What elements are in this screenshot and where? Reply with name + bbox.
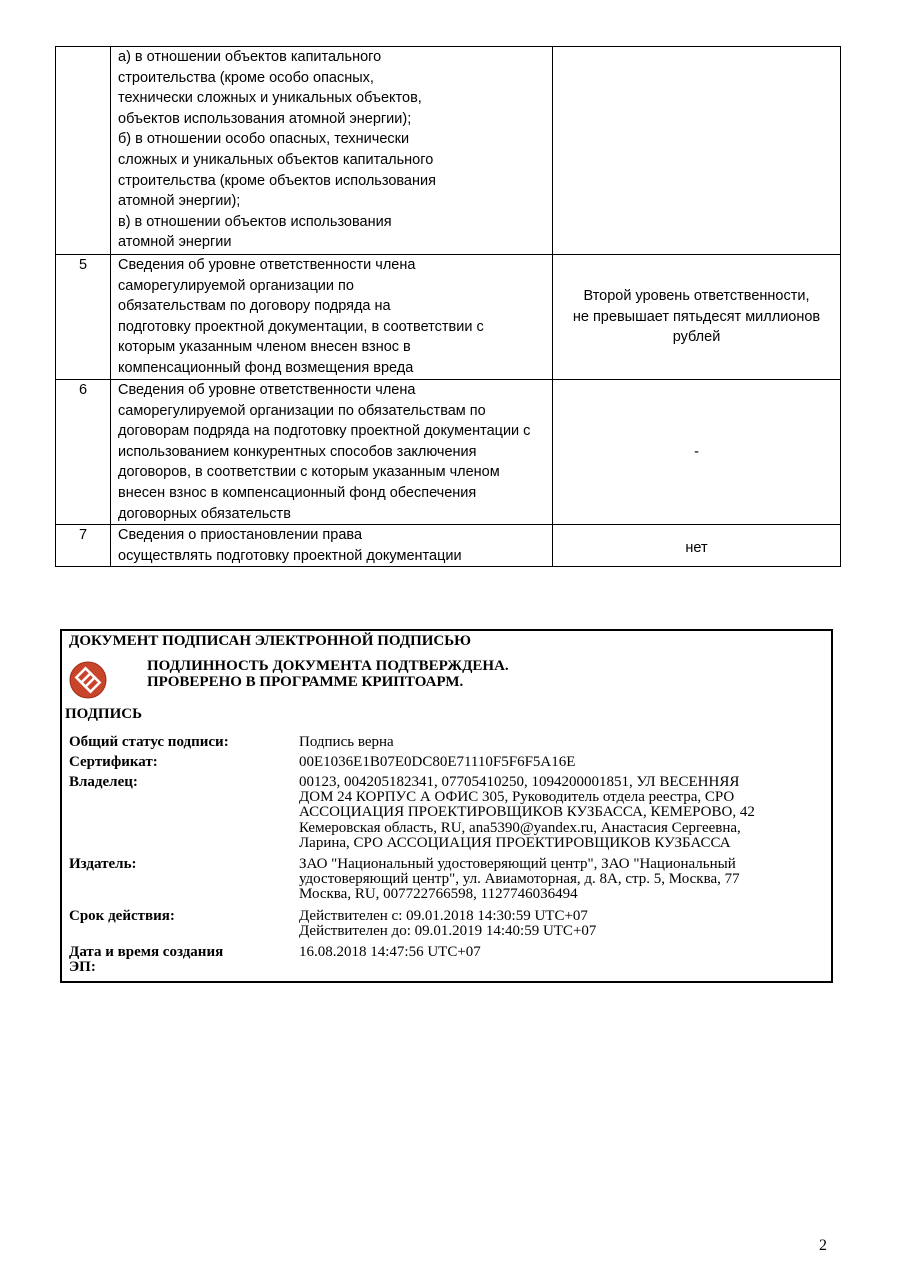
row-description [111, 525, 553, 567]
value-line: 00123, 004205182341, 07705410250, 1094200001851, УЛ ВЕСЕННЯЯ [299, 774, 740, 790]
cryptoarm-logo-icon [68, 660, 108, 700]
description-line: саморегулируемой организации по обязательствам по [118, 402, 486, 419]
row-number [56, 47, 111, 255]
description-line: договорам подряда на подготовку проектной документации с [118, 423, 531, 440]
description-line: договорных обязательств [118, 505, 291, 522]
row-description [111, 47, 553, 255]
signature-header: ДОКУМЕНТ ПОДПИСАН ЭЛЕКТРОННОЙ ПОДПИСЬЮ [69, 633, 472, 649]
value-line: ДОМ 24 КОРПУС А ОФИС 305, Руководитель отдела реестра, СРО [299, 789, 735, 806]
row-description [111, 380, 553, 525]
description-line: договоров, в соответствии с которым указанным членом [118, 464, 500, 481]
value-line: Действителен до: 09.01.2019 14:40:59 UTC+07 [299, 923, 597, 940]
field-label: Владелец: [69, 774, 138, 790]
description-line: атомной энергии); [118, 193, 241, 210]
electronic-signature-stamp [60, 629, 833, 983]
description-line: технически сложных и уникальных объектов, [118, 90, 422, 107]
description-line: которым указанным членом внесен взнос в [118, 339, 411, 356]
value-line: 16.08.2018 14:47:56 UTC+07 [299, 944, 481, 960]
field-value [299, 945, 823, 960]
description-line: в) в отношении объектов использования [118, 213, 392, 230]
description-line: атомной энергии [118, 234, 232, 251]
label-line: ЭП: [69, 959, 96, 976]
row-value [553, 525, 841, 567]
description-line: объектов использования атомной энергии); [118, 110, 412, 127]
row-description [111, 255, 553, 380]
field-label [69, 945, 223, 975]
confirmation-line: ПОДЛИННОСТЬ ДОКУМЕНТА ПОДТВЕРЖДЕНА. [147, 658, 509, 674]
field-label: Общий статус подписи: [69, 734, 229, 750]
description-line: Сведения об уровне ответственности члена [118, 257, 416, 273]
value-line: Ларина, СРО АССОЦИАЦИЯ ПРОЕКТИРОВЩИКОВ КУЗБАССА [299, 834, 731, 851]
row-value [553, 255, 841, 380]
value-line: не превышает пятьдесят миллионов [572, 308, 821, 325]
value-line: АССОЦИАЦИЯ ПРОЕКТИРОВЩИКОВ КУЗБАССА, КЕМЕРОВО, 42 [299, 804, 755, 821]
field-value [299, 909, 823, 939]
value-line: нет [685, 539, 708, 556]
field-value [299, 775, 823, 851]
table-row [56, 525, 841, 567]
description-line: обязательствам по договору подряда на [118, 298, 391, 315]
description-line: сложных и уникальных объектов капитального [118, 151, 434, 168]
description-line: б) в отношении особо опасных, технически [118, 131, 410, 148]
description-line: Сведения о приостановлении права [118, 527, 363, 544]
authenticity-confirmation [147, 658, 509, 690]
field-label: Издатель: [69, 856, 137, 872]
requirements-table [55, 46, 841, 567]
row-number: 5 [56, 255, 111, 380]
field-label: Срок действия: [69, 908, 175, 924]
label-line: Дата и время создания [69, 944, 224, 960]
description-line: использованием конкурентных способов заключения [118, 443, 477, 460]
signature-section-title: ПОДПИСЬ [65, 706, 142, 722]
value-line: ЗАО "Национальный удостоверяющий центр", ЗАО "Национальный [299, 856, 736, 872]
value-line: Москва, RU, 007722766598, 1127746036494 [299, 886, 578, 903]
description-line: подготовку проектной документации, в соответствии с [118, 318, 484, 335]
description-line: саморегулируемой организации по [118, 277, 354, 294]
table-row [56, 47, 841, 255]
description-line: компенсационный фонд возмещения вреда [118, 359, 414, 376]
table-row [56, 380, 841, 525]
field-value [299, 857, 823, 903]
description-line: Сведения об уровне ответственности члена [118, 382, 416, 398]
value-line: Второй уровень ответственности, [583, 288, 810, 305]
description-line: а) в отношении объектов капитального [118, 49, 382, 65]
value-line: Подпись верна [299, 734, 394, 750]
field-label: Сертификат: [69, 754, 158, 770]
description-line: осуществлять подготовку проектной документации [118, 547, 462, 564]
value-line: Действителен с: 09.01.2018 14:30:59 UTC+07 [299, 908, 588, 924]
row-number: 6 [56, 380, 111, 525]
description-line: строительства (кроме особо опасных, [118, 69, 374, 86]
value-line: - [694, 443, 699, 460]
description-line: внесен взнос в компенсационный фонд обеспечения [118, 484, 477, 501]
confirmation-line: ПРОВЕРЕНО В ПРОГРАММЕ КРИПТОАРМ. [147, 674, 464, 690]
table-row [56, 255, 841, 380]
value-line: 00E1036E1B07E0DC80E71110F5F6F5A16E [299, 754, 576, 770]
field-value [299, 755, 823, 770]
field-value [299, 735, 823, 750]
row-value [553, 47, 841, 255]
value-line: Кемеровская область, RU, ana5390@yandex.ru, Анастасия Сергеевна, [299, 819, 741, 836]
row-value [553, 380, 841, 525]
row-number: 7 [56, 525, 111, 567]
description-line: строительства (кроме объектов использования [118, 172, 436, 189]
value-line: удостоверяющий центр", ул. Авиамоторная, д. 8А, стр. 5, Москва, 77 [299, 871, 740, 888]
value-line: рублей [672, 329, 721, 346]
page-number: 2 [819, 1237, 827, 1254]
